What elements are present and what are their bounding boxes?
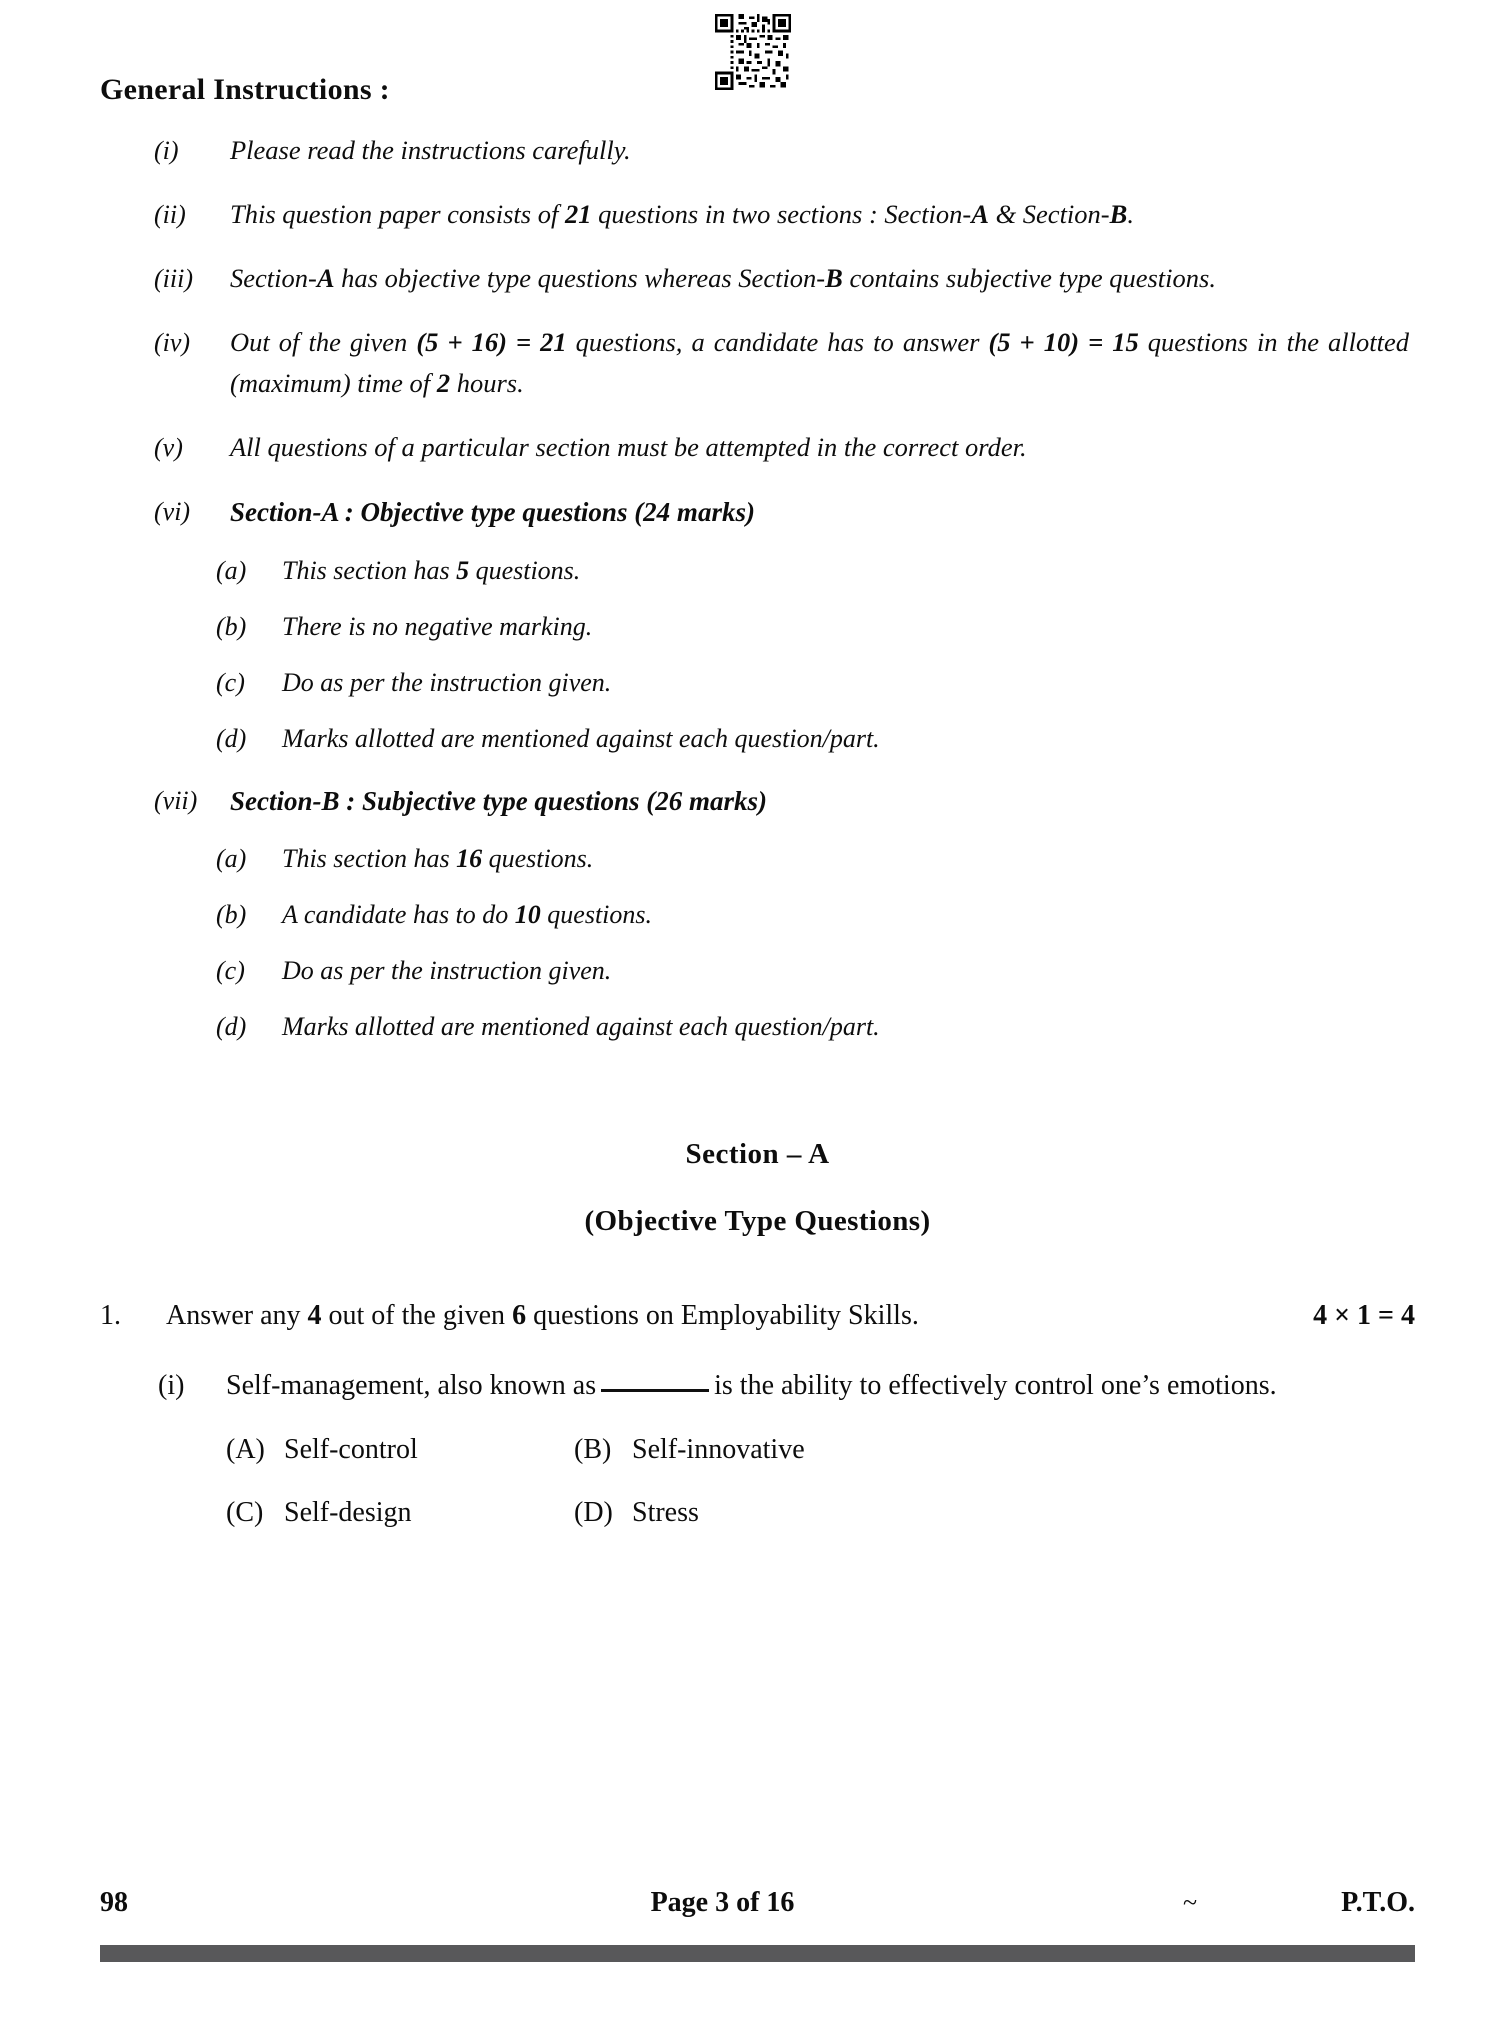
option-key: (B) xyxy=(574,1434,612,1466)
section-a-subitem-c xyxy=(216,663,1415,702)
instruction-marker: (iv) xyxy=(154,327,191,357)
section-b-instruction-heading: Section-B : Subjective type questions (26 marks) xyxy=(230,785,767,816)
subitem-marker: (d) xyxy=(216,723,247,753)
fill-in-blank xyxy=(601,1389,709,1392)
footer-row xyxy=(100,1887,1415,1919)
option-b[interactable] xyxy=(574,1430,805,1471)
instructions-list xyxy=(100,130,1415,534)
option-label: Self-control xyxy=(284,1434,418,1466)
question-1-options xyxy=(100,1430,1415,1533)
option-key: (A) xyxy=(226,1434,265,1466)
option-label: Self-design xyxy=(284,1496,412,1528)
instruction-marker: (iii) xyxy=(154,263,193,293)
instruction-text: Section-A has objective type questions whereas Section-B contains subjective type questions. xyxy=(230,262,1216,293)
section-header-block xyxy=(100,1136,1415,1239)
section-b-subitem-b xyxy=(216,895,1415,934)
subquestion-marker: (i) xyxy=(158,1369,185,1401)
option-key: (D) xyxy=(574,1496,613,1528)
subitem-marker: (a) xyxy=(216,844,247,874)
section-a-subitem-a xyxy=(216,551,1415,590)
question-1-sub-i xyxy=(100,1363,1415,1408)
option-c[interactable] xyxy=(226,1493,574,1534)
subitem-text: Do as per the instruction given. xyxy=(282,667,612,697)
subitem-text: This section has 5 questions. xyxy=(282,555,581,585)
pto-label: P.T.O. xyxy=(1341,1887,1415,1918)
paper-code: 98 xyxy=(100,1887,128,1918)
subitem-text: A candidate has to do 10 questions. xyxy=(282,900,653,930)
instruction-marker: (v) xyxy=(154,433,183,463)
instruction-text: Please read the instructions carefully. xyxy=(230,135,631,165)
subitem-marker: (a) xyxy=(216,555,247,585)
instruction-item-iv xyxy=(154,322,1415,406)
section-a-instruction-heading: Section-A : Objective type questions (24 marks) xyxy=(230,497,755,528)
instructions-list-continued xyxy=(100,780,1415,823)
subitem-text: Marks allotted are mentioned against each question/part. xyxy=(282,723,880,753)
question-number: 1. xyxy=(100,1299,121,1331)
general-instructions-heading: General Instructions : xyxy=(100,73,390,106)
section-title: Section – A xyxy=(685,1138,830,1171)
option-a[interactable] xyxy=(226,1430,574,1471)
option-row-1 xyxy=(226,1430,1415,1471)
instruction-item-v xyxy=(154,427,1415,469)
instruction-text: This question paper consists of 21 questions in two sections : Section-A & Section-B. xyxy=(230,198,1134,229)
option-label: Stress xyxy=(632,1496,699,1528)
instruction-text: All questions of a particular section must be attempted in the correct order. xyxy=(230,432,1027,463)
option-key: (C) xyxy=(226,1496,264,1528)
page-footer xyxy=(100,1887,1415,1962)
subitem-text: This section has 16 questions. xyxy=(282,844,594,874)
subquestion-text: Self-management, also known as is the ability to effectively control one’s emotions. xyxy=(226,1369,1277,1401)
option-label: Self-innovative xyxy=(632,1434,805,1466)
section-b-subitem-a xyxy=(216,839,1415,878)
section-subtitle: (Objective Type Questions) xyxy=(584,1204,931,1237)
question-marks: 4 × 1 = 4 xyxy=(1313,1299,1415,1331)
instruction-item-vii xyxy=(154,780,1415,823)
question-stem: Answer any 4 out of the given 6 questions on Employability Skills. xyxy=(166,1299,919,1331)
section-a-subitem-d xyxy=(216,719,1415,758)
subitem-marker: (b) xyxy=(216,900,247,930)
option-row-2 xyxy=(226,1493,1415,1534)
section-a-subitems xyxy=(100,551,1415,758)
subitem-marker: (c) xyxy=(216,956,245,986)
subitem-text: Do as per the instruction given. xyxy=(282,956,612,986)
instruction-text: Out of the given (5 + 16) = 21 questions, a candidate has to answer (5 + 10) = 15 questions in the allotted (maximum) time of 2 hours. xyxy=(230,326,1409,399)
section-b-subitem-c xyxy=(216,951,1415,990)
section-b-subitem-d xyxy=(216,1007,1415,1046)
instruction-marker: (vii) xyxy=(154,785,198,815)
page-indicator: Page 3 of 16 xyxy=(650,1887,795,1918)
question-1 xyxy=(100,1295,1415,1337)
tilde-mark: ~ xyxy=(1182,1888,1198,1917)
section-a-subitem-b xyxy=(216,607,1415,646)
instruction-item-ii xyxy=(154,194,1415,236)
subitem-marker: (c) xyxy=(216,667,245,697)
instruction-item-iii xyxy=(154,258,1415,300)
subitem-text: There is no negative marking. xyxy=(282,611,593,641)
subitem-marker: (d) xyxy=(216,1012,247,1042)
instruction-marker: (i) xyxy=(154,136,179,165)
footer-bar xyxy=(100,1945,1415,1962)
instruction-item-vi xyxy=(154,491,1415,534)
instruction-item-i xyxy=(154,130,1415,172)
subitem-marker: (b) xyxy=(216,611,247,641)
option-d[interactable] xyxy=(574,1493,699,1534)
subitem-text: Marks allotted are mentioned against each question/part. xyxy=(282,1012,880,1042)
section-b-subitems xyxy=(100,839,1415,1046)
instruction-marker: (vi) xyxy=(154,497,191,527)
instruction-marker: (ii) xyxy=(154,199,186,229)
